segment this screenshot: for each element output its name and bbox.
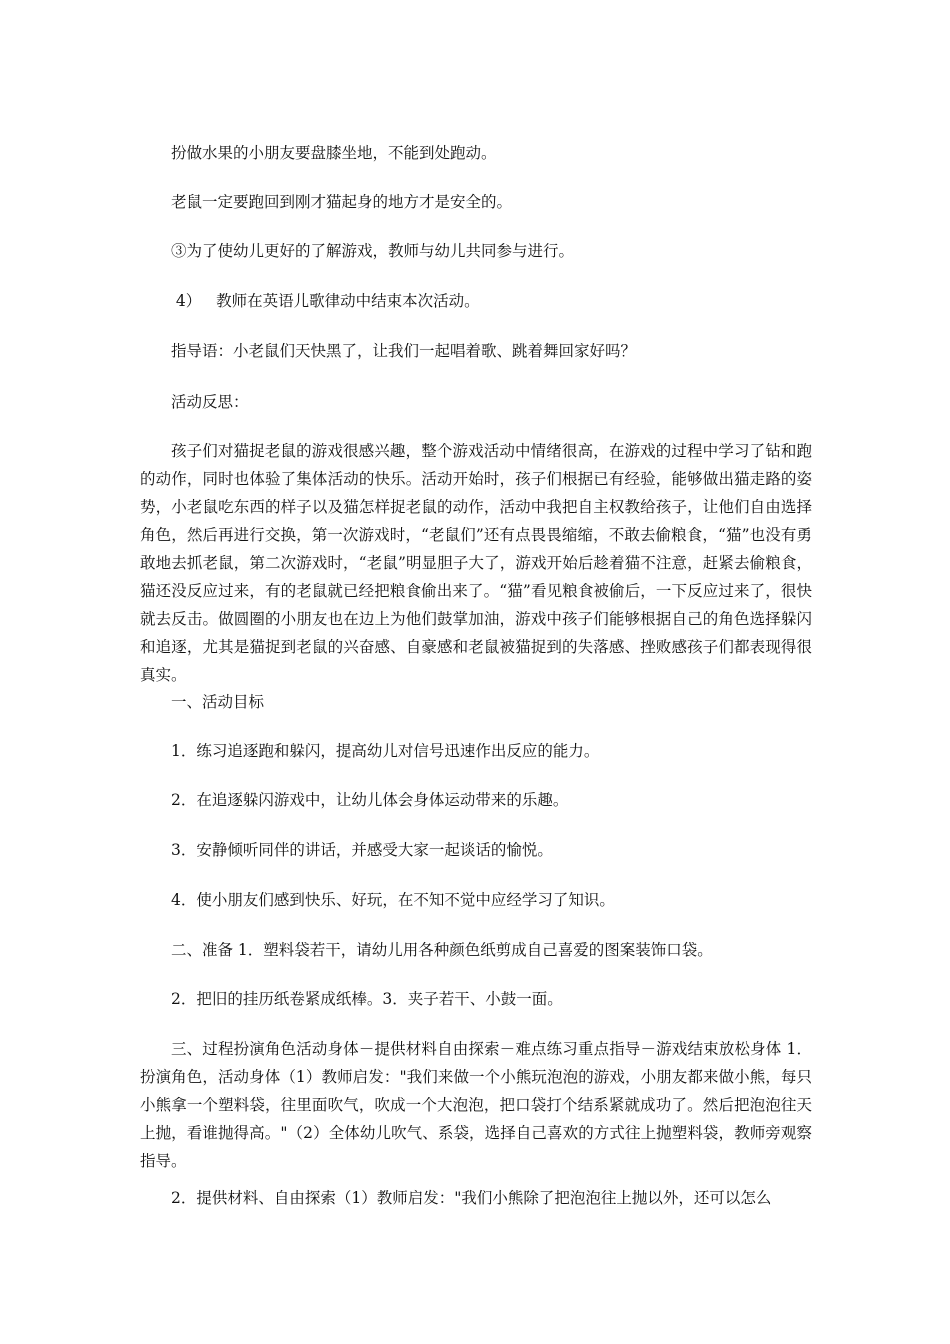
text-line: 老鼠一定要跑回到刚才猫起身的地方才是安全的。 [171, 193, 513, 211]
text-line: 扮做水果的小朋友要盘膝坐地，不能到处跑动。 [171, 144, 497, 162]
reflection-text: 孩子们对猫捉老鼠的游戏很感兴趣，整个游戏活动中情绪很高，在游戏的过程中学习了钻和跑的动作，同时也体验了集体活动的快乐。活动开始时，孩子们根据已有经验，能够做出猫走路的姿势，小老鼠吃东西的样子以及猫怎样捉老鼠的动作，活动中我把自主权教给孩子，让他们自由选择角色，然后再进行交换，第一次游戏时，“老鼠们”还有点畏畏缩缩，不敢去偷粮食，“猫”也没有勇敢地去抓老鼠，第二次游戏时，“老鼠”明显胆子大了，游戏开始后趁着猫不注意，赶紧去偷粮食，猫还没反应过来，有的老鼠就已经把粮食偷出来了。“猫”看见粮食被偷后，一下反应过来了，很快就去反击。做圆圈的小朋友也在边上为他们鼓掌加油，游戏中孩子们能够根据自己的角色选择躲闪和追逐，尤其是猫捉到老鼠的兴奋感、自豪感和老鼠被猫捉到的失落感、挫败感孩子们都表现得很真实。 [140, 442, 812, 684]
section-heading: 一、活动目标 [171, 693, 265, 711]
goal-item: 4．使小朋友们感到快乐、好玩，在不知不觉中应经学习了知识。 [171, 891, 615, 909]
text-line: ③为了使幼儿更好的了解游戏，教师与幼儿共同参与进行。 [171, 242, 575, 260]
prep-line: 二、准备 1．塑料袋若干，请幼儿用各种颜色纸剪成自己喜爱的图案装饰口袋。 [171, 941, 713, 959]
goal-item: 3．安静倾听同伴的讲话，并感受大家一起谈话的愉悦。 [171, 841, 553, 859]
text-line: 4） 教师在英语儿歌律动中结束本次活动。 [171, 292, 480, 310]
goal-item: 1．练习追逐跑和躲闪，提高幼儿对信号迅速作出反应的能力。 [171, 742, 600, 760]
explore-text: 2．提供材料、自由探索（1）教师启发："我们小熊除了把泡泡往上抛以外，还可以怎么 [171, 1189, 772, 1207]
prep-line: 2．把旧的挂历纸卷紧成纸棒。3．夹子若干、小鼓一面。 [171, 990, 563, 1008]
goal-item: 2．在追逐躲闪游戏中，让幼儿体会身体运动带来的乐趣。 [171, 791, 569, 809]
process-text: 三、过程扮演角色活动身体－提供材料自由探索－难点练习重点指导－游戏结束放松身体 1．扮演角色，活动身体（1）教师启发："我们来做一个小熊玩泡泡的游戏，小朋友都来做小熊，每只小熊拿一个塑料袋，往里面吹气，吹成一个大泡泡，把口袋打个结系紧就成功了。然后把泡泡往天上抛，看谁抛得高。"（2）全体幼儿吹气、系袋，选择自己喜欢的方式往上抛塑料袋，教师旁观察指导。 [140, 1040, 812, 1170]
reflection-paragraph [140, 437, 812, 689]
text-line: 指导语：小老鼠们天快黑了，让我们一起唱着歌、跳着舞回家好吗？ [171, 342, 637, 360]
explore-paragraph [140, 1184, 812, 1212]
section-heading: 活动反思： [171, 393, 249, 411]
process-paragraph [140, 1035, 812, 1175]
